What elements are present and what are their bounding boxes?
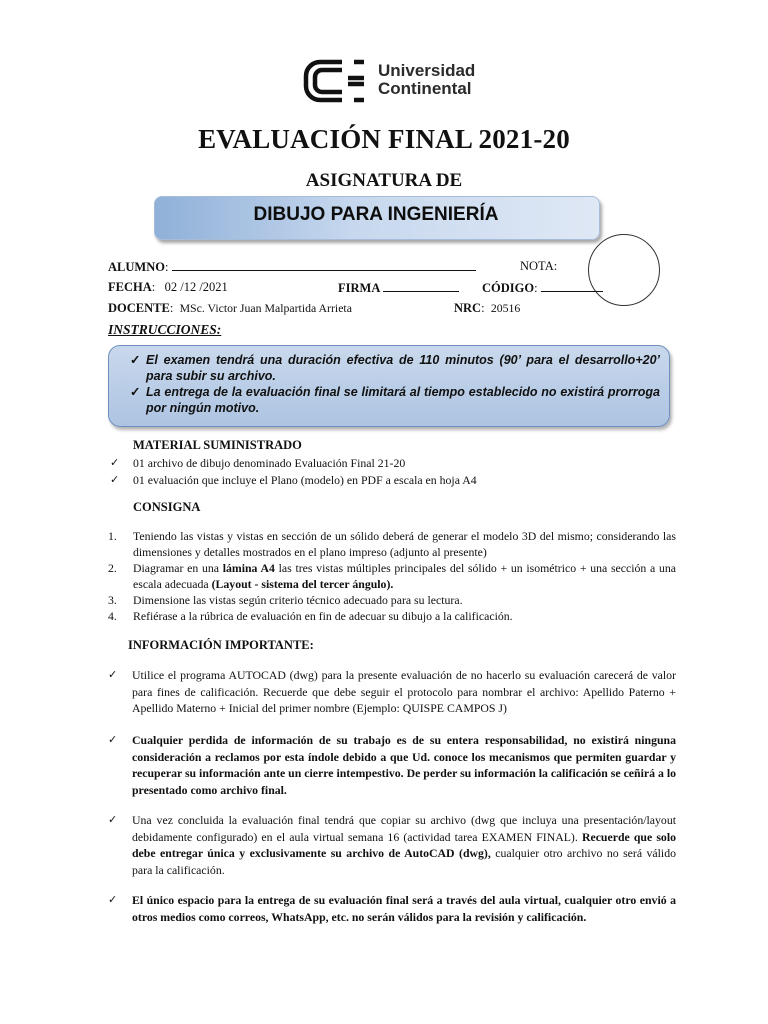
consigna-item: 2. Diagramar en una lámina A4 las tres vistas múltiples principales del sólido + un isométrico + una sección a una escala adecuada (Layout - sistema del tercer ángulo). <box>108 561 676 591</box>
fecha-value: 02 /12 /2021 <box>164 280 228 294</box>
instructions-heading: INSTRUCCIONES: <box>108 322 222 337</box>
check-icon: ✓ <box>108 893 118 906</box>
check-icon: ✓ <box>108 668 118 681</box>
subject-label: ASIGNATURA DE <box>305 170 463 191</box>
logo-line-1: Universidad <box>378 61 476 80</box>
alumno-label: ALUMNO <box>108 260 165 274</box>
nota-label: NOTA: <box>520 259 558 273</box>
logo-line-2: Continental <box>378 79 472 98</box>
instructions-list <box>130 352 660 416</box>
nrc-value: 20516 <box>490 301 521 315</box>
docente-value: MSc. Victor Juan Malpartida Arrieta <box>179 301 352 315</box>
material-item: ✓ 01 evaluación que incluye el Plano (modelo) en PDF a escala en hoja A4 <box>110 473 477 487</box>
alumno-field[interactable] <box>172 259 476 271</box>
consigna-item: 4. Refiérase a la rúbrica de evaluación en fin de adecuar su dibujo a la calificación. <box>108 609 513 623</box>
info-paragraph-3: ✓ Una vez concluida la evaluación final tendrá que copiar su archivo (dwg que incluya una presentación/layout debidamente configurado) en el aula virtual semana 16 (actividad tarea EXAMEN FINAL). Recuerde que solo debe entregar única y exclusivamente su archivo de AutoCAD (dwg), cualquier otro archivo no será válido para la calificación. <box>108 813 677 877</box>
check-icon: ✓ <box>130 385 141 399</box>
nrc-label: NRC <box>454 301 482 315</box>
firma-row <box>338 280 459 296</box>
consigna-item: 1. Teniendo las vistas y vistas en sección de un sólido deberá de generar el modelo 3D del mismo; considerando las dimensiones y detalles mostrados en el plano impreso (adjunto al presente) <box>108 529 676 559</box>
info-paragraph-2: ✓ Cualquier perdida de información de su trabajo es de su entera responsabilidad, no existirá ninguna consideración a reclamos por esta índole debido a que Ud. conoce los mecanismos que permiten guardar y recuperar su información ante un cierre intempestivo. De perder su información la calificación se ceñirá a lo presentado como archivo final. <box>108 733 676 797</box>
check-icon: ✓ <box>108 813 118 826</box>
instruction-item: ✓ La entrega de la evaluación final se limitará al tiempo establecido no existirá prorroga por ningún motivo. <box>130 385 660 415</box>
course-name: DIBUJO PARA INGENIERÍA <box>253 204 499 225</box>
material-item: ✓ 01 archivo de dibujo denominado Evaluación Final 21-20 <box>110 456 406 470</box>
university-name <box>378 62 475 98</box>
nrc-row: NRC: 20516 <box>454 301 521 315</box>
fecha-row: FECHA: 02 /12 /2021 <box>108 280 228 294</box>
fecha-label: FECHA <box>108 280 152 294</box>
exam-title: EVALUACIÓN FINAL 2021-20 <box>198 124 570 154</box>
info-paragraph-1: ✓ Utilice el programa AUTOCAD (dwg) para la presente evaluación de no hacerlo su evaluación carecerá de valor para fines de calificación. Recuerde que debe seguir el protocolo para nombrar el archivo: Apellido Paterno + Apellido Materno + Inicial del primer nombre (Ejemplo: QUISPE CAMPOS J) <box>108 668 676 715</box>
codigo-field[interactable] <box>541 280 603 292</box>
check-icon: ✓ <box>108 733 118 746</box>
firma-label: FIRMA <box>338 281 381 295</box>
codigo-label: CÓDIGO <box>482 281 535 295</box>
material-heading: MATERIAL SUMINISTRADO <box>133 438 302 452</box>
consigna-item: 3. Dimensione las vistas según criterio técnico adecuado para su lectura. <box>108 593 463 607</box>
check-icon: ✓ <box>110 456 120 469</box>
codigo-row: CÓDIGO: <box>482 280 603 296</box>
docente-row: DOCENTE: MSc. Victor Juan Malpartida Arrieta <box>108 301 352 315</box>
check-icon: ✓ <box>110 473 120 486</box>
docente-label: DOCENTE <box>108 301 170 315</box>
instruction-item: ✓ El examen tendrá una duración efectiva de 110 minutos (90’ para el desarrollo+20’ para subir su archivo. <box>130 353 660 383</box>
info-heading: INFORMACIÓN IMPORTANTE: <box>128 638 314 652</box>
consigna-heading: CONSIGNA <box>133 500 201 514</box>
consigna-list <box>108 528 676 624</box>
alumno-row: ALUMNO: <box>108 259 476 275</box>
check-icon: ✓ <box>130 353 141 367</box>
firma-field[interactable] <box>383 280 459 292</box>
info-paragraph-4: ✓ El único espacio para la entrega de su evaluación final será a través del aula virtual, cualquier otro envió a otros medios como correos, WhatsApp, etc. no serán válidos para la revisión y calificación. <box>108 893 676 924</box>
